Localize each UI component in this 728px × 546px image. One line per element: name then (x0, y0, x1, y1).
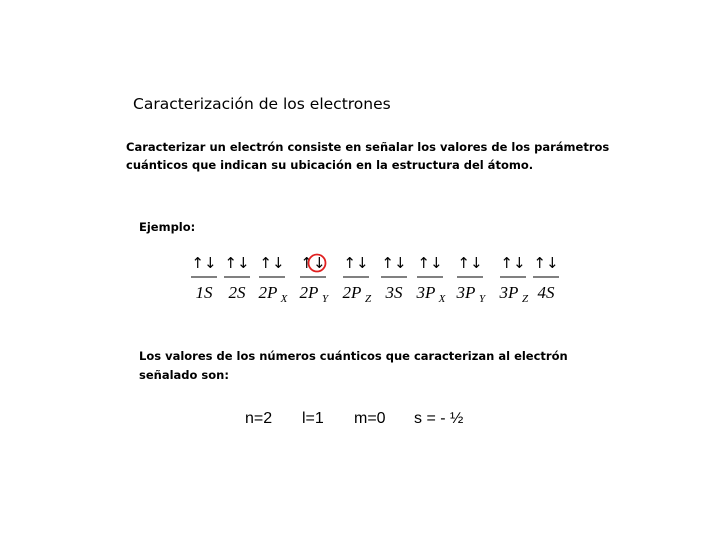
electron-pair-arrows: ↑↓ (343, 254, 369, 272)
quantum-number-l: l=1 (302, 410, 324, 427)
orbital-label: 3S (385, 283, 403, 302)
orbital-label: 2S (228, 283, 246, 302)
orbital-3pz (499, 254, 529, 305)
electron-pair-arrows: ↑↓ (457, 254, 483, 272)
orbital-2s (224, 254, 250, 302)
intro-line-2: cuánticos que indican su ubicación en la estructura del átomo. (126, 158, 534, 172)
orbital-2pz (343, 254, 372, 305)
orbital-label: 3P (456, 283, 476, 302)
orbital-diagram (180, 246, 580, 310)
electron-pair-arrows: ↑↓ (381, 254, 407, 272)
intro-line-1: Caracterizar un electrón consiste en señalar los valores de los parámetros (126, 140, 610, 154)
orbital-subscript: X (438, 293, 446, 305)
electron-pair-arrows: ↑↓ (417, 254, 443, 272)
result-paragraph (139, 347, 568, 385)
orbital-label: 2P (299, 283, 319, 302)
electron-pair-arrows: ↑↓ (191, 254, 217, 272)
orbital-3px (416, 254, 447, 305)
orbital-label: 2P (342, 283, 362, 302)
orbital-label: 2P (258, 283, 278, 302)
page-title: Caracterización de los electrones (133, 95, 391, 113)
orbital-3s (381, 254, 407, 302)
orbital-subscript: Z (521, 293, 529, 305)
result-line-1: Los valores de los números cuánticos que caracterizan al electrón (139, 349, 568, 363)
electron-pair-arrows: ↑↓ (500, 254, 526, 272)
example-label: Ejemplo: (139, 220, 196, 234)
orbital-subscript: Z (364, 293, 372, 305)
electron-pair-arrows: ↑↓ (224, 254, 250, 272)
orbital-label: 3P (499, 283, 519, 302)
orbital-subscript: X (280, 293, 288, 305)
orbital-3py (456, 254, 487, 305)
result-line-2: señalado son: (139, 368, 229, 382)
orbital-4s (533, 254, 559, 302)
quantum-number-n: n=2 (245, 410, 273, 427)
orbital-label: 1S (195, 283, 213, 302)
orbital-2px (259, 254, 289, 305)
electron-pair-arrows: ↑↓ (259, 254, 285, 272)
orbital-subscript: Y (478, 293, 486, 305)
electron-pair-arrows: ↑↓ (533, 254, 559, 272)
orbital-1s (191, 254, 217, 302)
electron-pair-arrows: ↑↓ (300, 254, 326, 272)
orbital-2py (300, 254, 330, 305)
quantum-number-m: m=0 (354, 410, 386, 427)
orbital-label: 4S (537, 283, 555, 302)
intro-paragraph (126, 138, 609, 174)
orbital-subscript: Y (321, 293, 329, 305)
quantum-number-s: s = - ½ (414, 410, 464, 427)
orbital-label: 3P (416, 283, 436, 302)
